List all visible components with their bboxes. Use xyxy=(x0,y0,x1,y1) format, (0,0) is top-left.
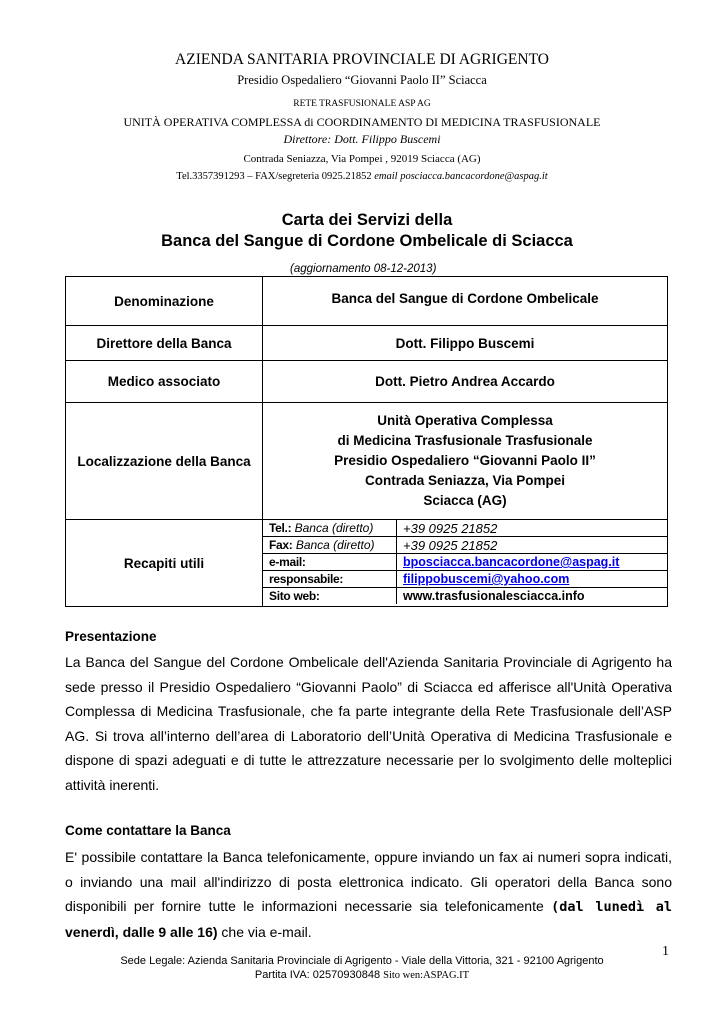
email-key: e-mail: xyxy=(263,554,397,571)
tel-value[interactable]: +39 0925 21852 xyxy=(397,520,668,537)
table-row xyxy=(66,326,668,361)
recapiti-row-tel xyxy=(263,520,667,537)
footer-vat: Partita IVA: 02570930848 xyxy=(254,969,384,981)
contacts-email[interactable]: email posciacca.bancacordone@aspag.it xyxy=(374,171,548,182)
table-row xyxy=(66,277,668,326)
tel-key-label: Tel.: xyxy=(269,521,292,535)
denominazione-label: Denominazione xyxy=(66,277,263,326)
presentazione-text: La Banca del Sangue del Cordone Ombelicale dell'Azienda Sanitaria Provinciale di Agrigento ha sede presso il Presidio Ospedaliero “Giovanni Paolo” di Sciacca ed afferisce all'Unità Operativa Complessa di Medicina Trasfusionale, che fa parte integrante della Rete Trasfusionale dell’ASP AG. Si trova all’interno dell’area di Laboratorio dell’Unità Operativa di Medicina Trasfusionale e dispone di spazi adeguati e di tutte le attrezzature necessarie per lo svolgimento delle molteplici attività inerenti. xyxy=(65,654,672,793)
localizzazione-line: Sciacca (AG) xyxy=(423,493,507,508)
recapiti-cell xyxy=(263,520,668,607)
direttore-value: Dott. Filippo Buscemi xyxy=(263,326,668,361)
contatti-hours-a: (dal lunedì al xyxy=(551,899,672,915)
footer-vat-line xyxy=(0,969,724,981)
document-title-line1: Carta dei Servizi della xyxy=(281,211,453,229)
direttore-label: Direttore della Banca xyxy=(66,326,263,361)
table-row xyxy=(66,520,668,607)
email-link[interactable]: bposciacca.bancacordone@aspag.it xyxy=(397,554,668,571)
responsabile-email-link[interactable]: filippobuscemi@yahoo.com xyxy=(397,571,668,588)
presentazione-heading: Presentazione xyxy=(65,629,157,644)
localizzazione-value xyxy=(263,403,668,520)
localizzazione-line: di Medicina Trasfusionale Trasfusionale xyxy=(337,433,593,448)
org-name: AZIENDA SANITARIA PROVINCIALE DI AGRIGENTO xyxy=(175,51,549,68)
contacts-phone-fax: Tel.3357391293 – FAX/segreteria 0925.21852 xyxy=(176,171,375,182)
hospital-name: Presidio Ospedaliero “Giovanni Paolo II” Sciacca xyxy=(237,73,487,87)
localizzazione-label: Localizzazione della Banca xyxy=(66,403,263,520)
tel-key xyxy=(263,520,397,537)
address-line: Contrada Seniazza, Via Pompei , 92019 Sciacca (AG) xyxy=(243,153,481,165)
denominazione-value: Banca del Sangue di Cordone Ombelicale xyxy=(263,277,668,326)
contatti-text xyxy=(65,845,672,944)
website-link[interactable]: www.trasfusionalesciacca.info xyxy=(403,589,585,603)
contacts-line xyxy=(0,171,724,182)
info-table xyxy=(65,276,668,607)
network-name: RETE TRASFUSIONALE ASP AG xyxy=(293,99,431,109)
recapiti-table xyxy=(263,520,667,604)
medico-value: Dott. Pietro Andrea Accardo xyxy=(263,361,668,403)
footer-legal-address: Sede Legale: Azienda Sanitaria Provinciale di Agrigento - Viale della Vittoria, 321 - 92100 Agrigento xyxy=(120,955,604,967)
fax-key xyxy=(263,537,397,554)
medico-label: Medico associato xyxy=(66,361,263,403)
responsabile-key: responsabile: xyxy=(263,571,397,588)
recapiti-row-email xyxy=(263,554,667,571)
localizzazione-line: Unità Operativa Complessa xyxy=(377,413,553,428)
web-key: Sito web: xyxy=(263,588,397,605)
recapiti-row-responsabile xyxy=(263,571,667,588)
localizzazione-line: Presidio Ospedaliero “Giovanni Paolo II” xyxy=(334,453,596,468)
recapiti-row-fax xyxy=(263,537,667,554)
unit-name: UNITÀ OPERATIVA COMPLESSA di COORDINAMENTO DI MEDICINA TRASFUSIONALE xyxy=(123,115,601,129)
fax-key-note: Banca (diretto) xyxy=(292,538,375,552)
table-row xyxy=(66,361,668,403)
recapiti-label: Recapiti utili xyxy=(66,520,263,607)
recapiti-row-web xyxy=(263,588,667,605)
localizzazione-line: Contrada Seniazza, Via Pompei xyxy=(364,473,566,488)
update-date: (aggiornamento 08-12-2013) xyxy=(290,263,437,275)
contatti-text-main: E' possibile contattare la Banca telefonicamente, oppure inviando un fax ai numeri sopra indicati, o inviando una mail all'indirizzo di posta elettronica indicato. Gli operatori della Banca sono disponibili per fornire tutte le informazioni necessarie sia telefonicamente xyxy=(65,849,672,914)
table-row xyxy=(66,403,668,520)
fax-key-label: Fax: xyxy=(269,538,293,552)
footer-site: Sito wen:ASPAG.IT xyxy=(383,970,470,981)
contatti-heading: Come contattare la Banca xyxy=(65,823,231,838)
fax-value: +39 0925 21852 xyxy=(397,537,668,554)
page-number: 1 xyxy=(662,944,669,959)
document-title-line2: Banca del Sangue di Cordone Ombelicale di Sciacca xyxy=(161,232,573,250)
contatti-hours-b: venerdì, dalle 9 alle 16) xyxy=(65,923,218,940)
director-line: Direttore: Dott. Filippo Buscemi xyxy=(283,132,441,146)
contatti-text-end: che via e-mail. xyxy=(217,923,312,940)
tel-key-note: Banca (diretto) xyxy=(291,521,374,535)
